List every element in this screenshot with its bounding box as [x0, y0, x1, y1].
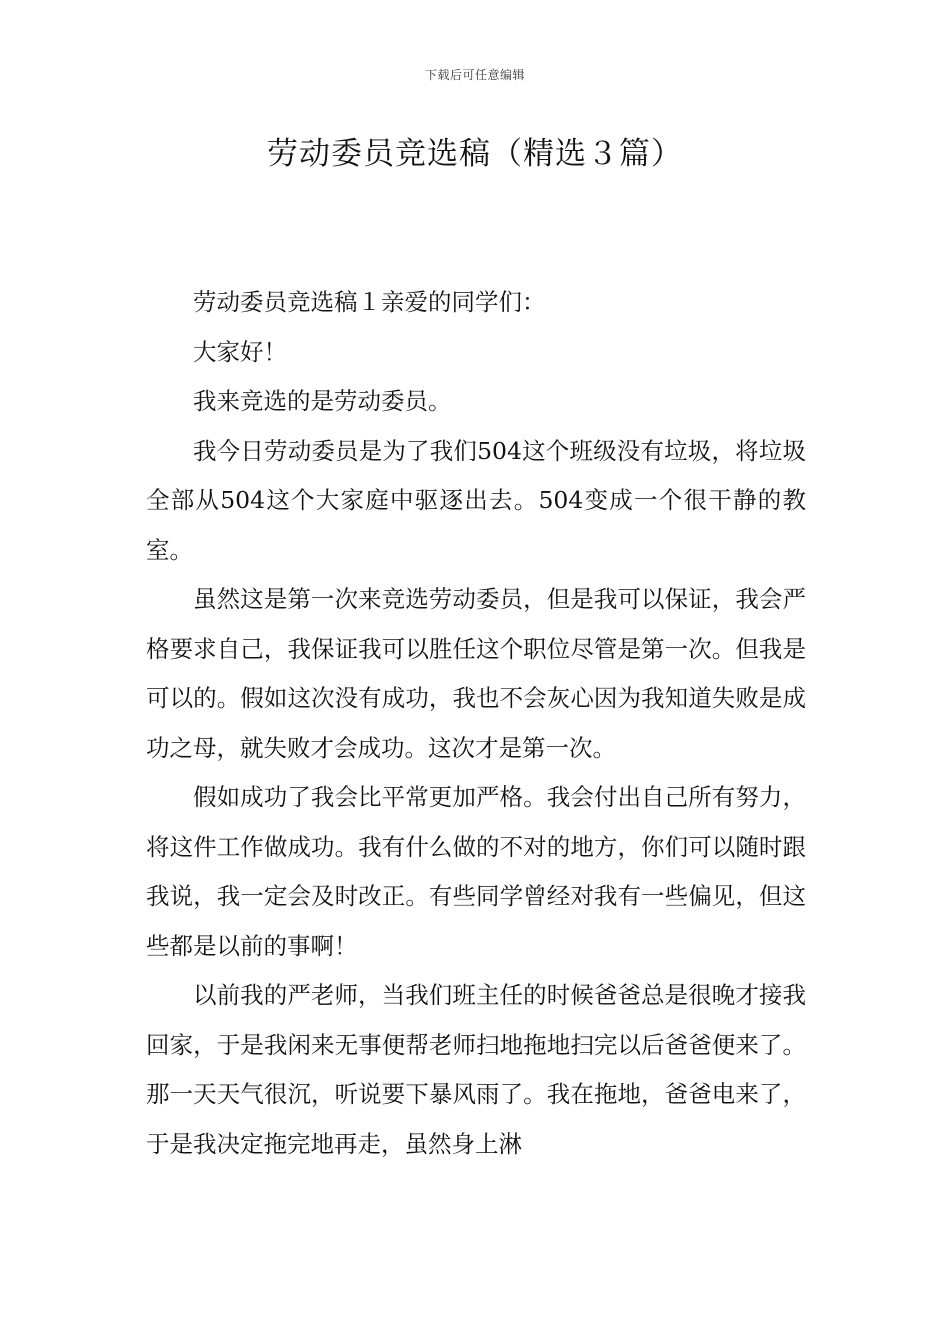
header-note: 下载后可任意编辑 — [424, 68, 525, 82]
paragraph-hello: 大家好！ — [193, 337, 287, 366]
paragraph-intent: 我来竞选的是劳动委员。 — [193, 387, 452, 415]
document-title: 劳动委员竞选稿（精选３篇） — [267, 136, 683, 172]
document-body — [146, 278, 806, 1169]
paragraph-greeting: 劳动委员竞选稿１亲爱的同学们： — [193, 288, 546, 316]
paragraph: 我今日劳动委员是为了我们504这个班级没有垃圾，将垃圾全部从504这个大家庭中驱逐出去。504变成一个很干静的教室。 — [146, 436, 806, 564]
paragraph: 假如成功了我会比平常更加严格。我会付出自己所有努力，将这件工作做成功。我有什么做的不对的地方，你们可以随时跟我说，我一定会及时改正。有些同学曾经对我有一些偏见，但这些都是以前的事啊！ — [146, 783, 806, 960]
paragraph: 以前我的严老师，当我们班主任的时候爸爸总是很晚才接我回家，于是我闲来无事便帮老师扫地拖地扫完以后爸爸便来了。那一天天气很沉，听说要下暴风雨了。我在拖地，爸爸电来了，于是我决定拖完地再走，虽然身上淋 — [146, 981, 806, 1158]
paragraph: 虽然这是第一次来竞选劳动委员，但是我可以保证，我会严格要求自己，我保证我可以胜任这个职位尽管是第一次。但我是可以的。假如这次没有成功，我也不会灰心因为我知道失败是成功之母，就失败才会成功。这次才是第一次。 — [146, 585, 806, 762]
